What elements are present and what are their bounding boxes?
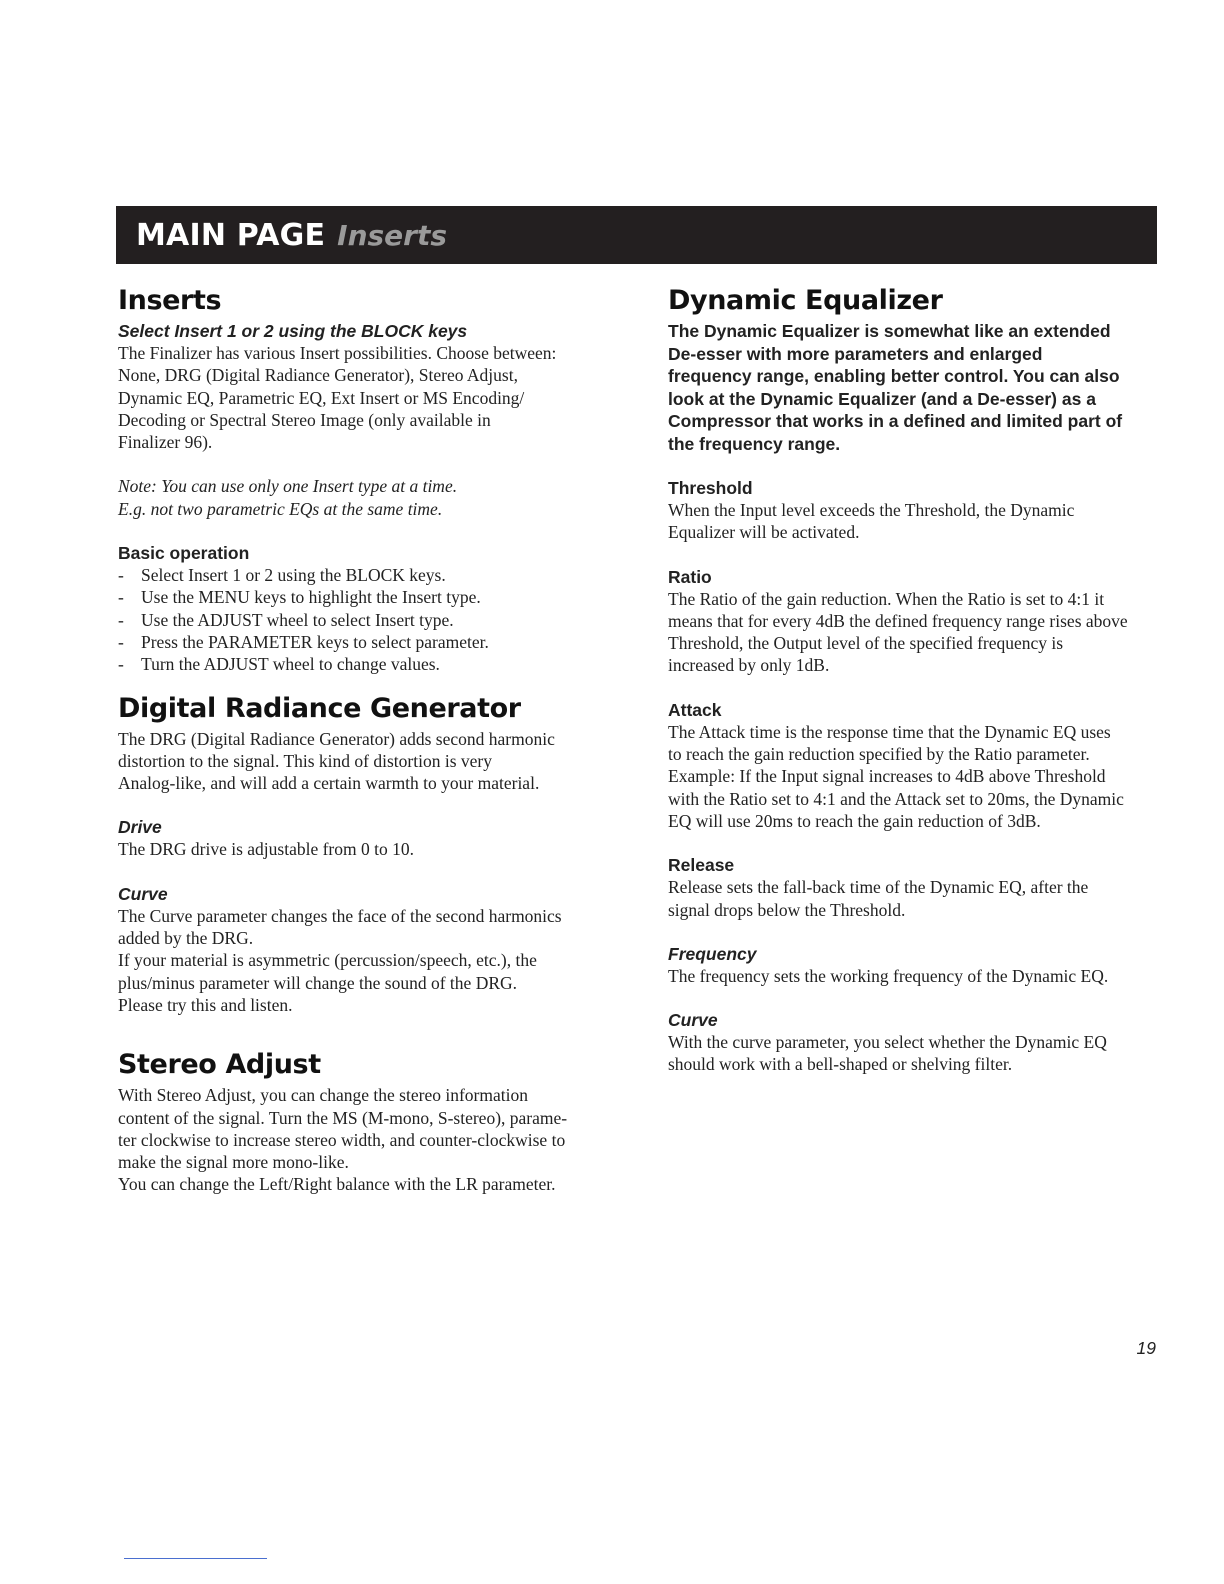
attack-heading: Attack [668,699,722,720]
drg-paragraph [118,728,598,795]
text-line: plus/minus parameter will change the sound of the DRG. [118,972,518,993]
text-line: Release sets the fall-back time of the Dynamic EQ, after the [668,877,1089,898]
text-line: increased by only 1dB. [668,655,830,676]
ratio-paragraph [668,588,1160,677]
text-line: Finalizer 96). [118,432,213,453]
text-line: The Ratio of the gain reduction. When the Ratio is set to 4:1 it [668,588,1105,609]
inserts-paragraph [118,342,598,453]
drive-text: The DRG drive is adjustable from 0 to 10. [118,839,414,860]
text-line: Decoding or Spectral Stereo Image (only available in [118,409,491,430]
header-subsection-title: Inserts [337,218,448,252]
text-line: Equalizer will be activated. [668,522,860,543]
text-line: to reach the gain reduction specified by the Ratio parameter. [668,744,1090,765]
stereo-adjust-paragraph [118,1084,598,1195]
frequency-text: The frequency sets the working frequency of the Dynamic EQ. [668,965,1109,986]
text-line: With Stereo Adjust, you can change the stereo information [118,1085,528,1106]
inserts-note [118,475,598,520]
text-line: The Finalizer has various Insert possibilities. Choose between: [118,343,557,363]
list-item: - Press the PARAMETER keys to select parameter. [118,631,598,653]
text-line: means that for every 4dB the defined frequency range rises above [668,610,1128,631]
text-line: EQ will use 20ms to reach the gain reduction of 3dB. [668,810,1041,831]
drive-heading: Drive [118,817,162,838]
text-line: signal drops below the Threshold. [668,899,906,920]
text-line: If your material is asymmetric (percussion/speech, etc.), the [118,950,537,971]
dynamic-eq-lead [668,320,1160,455]
text-line: The DRG (Digital Radiance Generator) adds second harmonic [118,728,555,749]
inserts-heading: Inserts [118,285,222,316]
header-section-title: MAIN PAGE [136,217,326,253]
list-item: - Use the MENU keys to highlight the Insert type. [118,586,598,608]
release-paragraph [668,876,1160,921]
drg-curve-paragraph [118,905,598,1016]
stereo-adjust-heading: Stereo Adjust [118,1049,321,1081]
list-item: - Select Insert 1 or 2 using the BLOCK keys. [118,564,598,586]
drg-heading: Digital Radiance Generator [118,692,521,724]
attack-paragraph [668,721,1160,832]
text-line: When the Input level exceeds the Threshold, the Dynamic [668,500,1075,520]
lead-line: Compressor that works in a defined and limited part of [668,411,1123,431]
list-item: - Turn the ADJUST wheel to change values. [118,653,598,675]
text-line: content of the signal. Turn the MS (M-mono, S-stereo), parame- [118,1107,568,1128]
text-line: distortion to the signal. This kind of distortion is very [118,750,492,771]
footer-divider [124,1558,267,1559]
dynamic-eq-curve-paragraph [668,1031,1160,1076]
text-line: Dynamic EQ, Parametric EQ, Ext Insert or MS Encoding/ [118,387,525,408]
text-line: You can change the Left/Right balance with the LR parameter. [118,1174,556,1195]
note-line: E.g. not two parametric EQs at the same time. [118,498,443,519]
text-line: with the Ratio set to 4:1 and the Attack set to 20ms, the Dynamic [668,788,1124,809]
left-column [118,282,598,1196]
basic-operation-list [118,564,598,675]
text-line: The Curve parameter changes the face of the second harmonics [118,905,562,926]
lead-line: look at the Dynamic Equalizer (and a De-esser) as a [668,388,1096,409]
note-line: Note: You can use only one Insert type at a time. [118,476,458,497]
dynamic-eq-heading: Dynamic Equalizer [668,285,943,316]
text-line: added by the DRG. [118,928,254,949]
dynamic-eq-curve-heading: Curve [668,1010,718,1031]
text-line: Example: If the Input signal increases to 4dB above Threshold [668,766,1106,787]
right-column [668,282,1160,1076]
text-line: Analog-like, and will add a certain warmth to your material. [118,773,540,794]
page-number: 19 [1136,1338,1156,1358]
inserts-lead: Select Insert 1 or 2 using the BLOCK keys [118,321,468,341]
lead-line: De-esser with more parameters and enlarged [668,343,1043,364]
text-line: None, DRG (Digital Radiance Generator), Stereo Adjust, [118,365,518,386]
text-line: Please try this and listen. [118,994,293,1015]
drg-curve-heading: Curve [118,883,168,904]
threshold-paragraph [668,499,1160,544]
ratio-heading: Ratio [668,566,712,587]
text-line: With the curve parameter, you select whether the Dynamic EQ [668,1032,1107,1053]
list-item: - Use the ADJUST wheel to select Insert type. [118,609,598,631]
page-header-banner [116,206,1157,264]
release-heading: Release [668,855,735,876]
threshold-heading: Threshold [668,478,753,498]
text-line: The Attack time is the response time that the Dynamic EQ uses [668,721,1111,742]
lead-line: The Dynamic Equalizer is somewhat like an extended [668,321,1111,341]
lead-line: frequency range, enabling better control. You can also [668,366,1120,386]
lead-line: the frequency range. [668,433,841,454]
text-line: Threshold, the Output level of the specified frequency is [668,633,1064,654]
frequency-heading: Frequency [668,943,757,964]
text-line: make the signal more mono-like. [118,1152,349,1173]
basic-operation-heading: Basic operation [118,543,250,564]
text-line: ter clockwise to increase stereo width, and counter-clockwise to [118,1129,566,1150]
text-line: should work with a bell-shaped or shelving filter. [668,1054,1013,1075]
